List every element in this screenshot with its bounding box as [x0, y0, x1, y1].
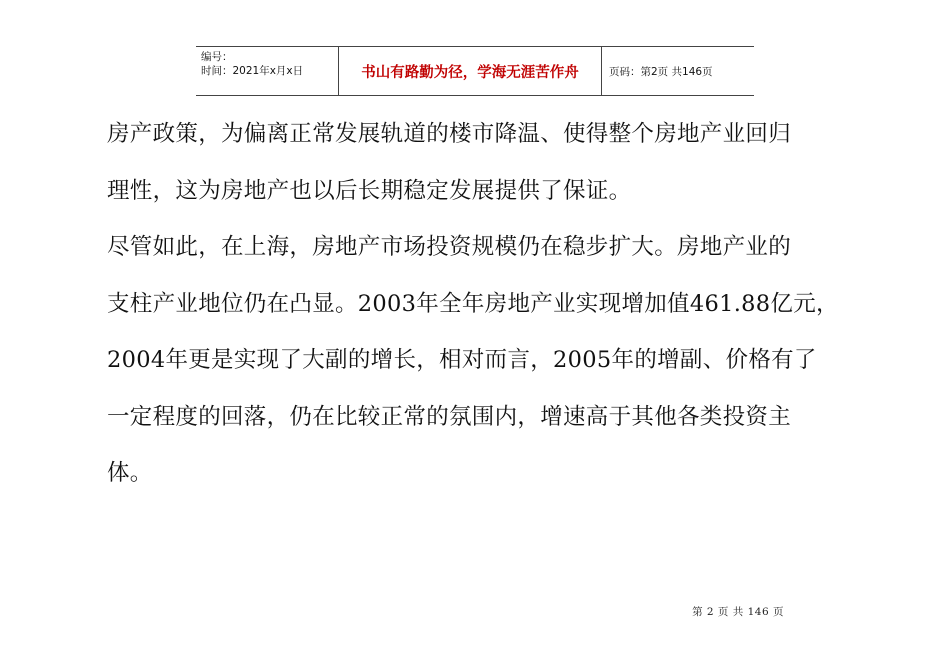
header-page-code: 页码：第2页 共146页: [609, 65, 713, 78]
body-line: 房产政策，为偏离正常发展轨道的楼市降温、使得整个房地产业回归: [107, 121, 792, 147]
header-motto: 书山有路勤为径，学海无涯苦作舟: [338, 47, 602, 95]
document-body: [107, 114, 887, 510]
body-line: 尽管如此，在上海，房地产市场投资规模仍在稳步扩大。房地产业的: [107, 234, 792, 260]
body-line: 支柱产业地位仍在凸显。2003年全年房地产业实现增加值461.88亿元，: [107, 290, 839, 317]
serial-label: 编号：: [201, 51, 233, 63]
body-line: 一定程度的回落，仍在比较正常的氛围内，增速高于其他各类投资主: [107, 403, 792, 430]
header-meta: [196, 47, 338, 95]
body-line: 体。: [107, 460, 153, 486]
page-header: [196, 46, 754, 96]
body-line: 2004年更是实现了大副的增长，相对而言，2005年的增副、价格有了: [107, 347, 817, 373]
page-footer: 第 2 页 共 146 页: [692, 606, 784, 618]
body-line: 理性，这为房地产也以后长期稳定发展提供了保证。: [107, 177, 632, 204]
time-label: 时间：2021年x月x日: [201, 65, 304, 77]
